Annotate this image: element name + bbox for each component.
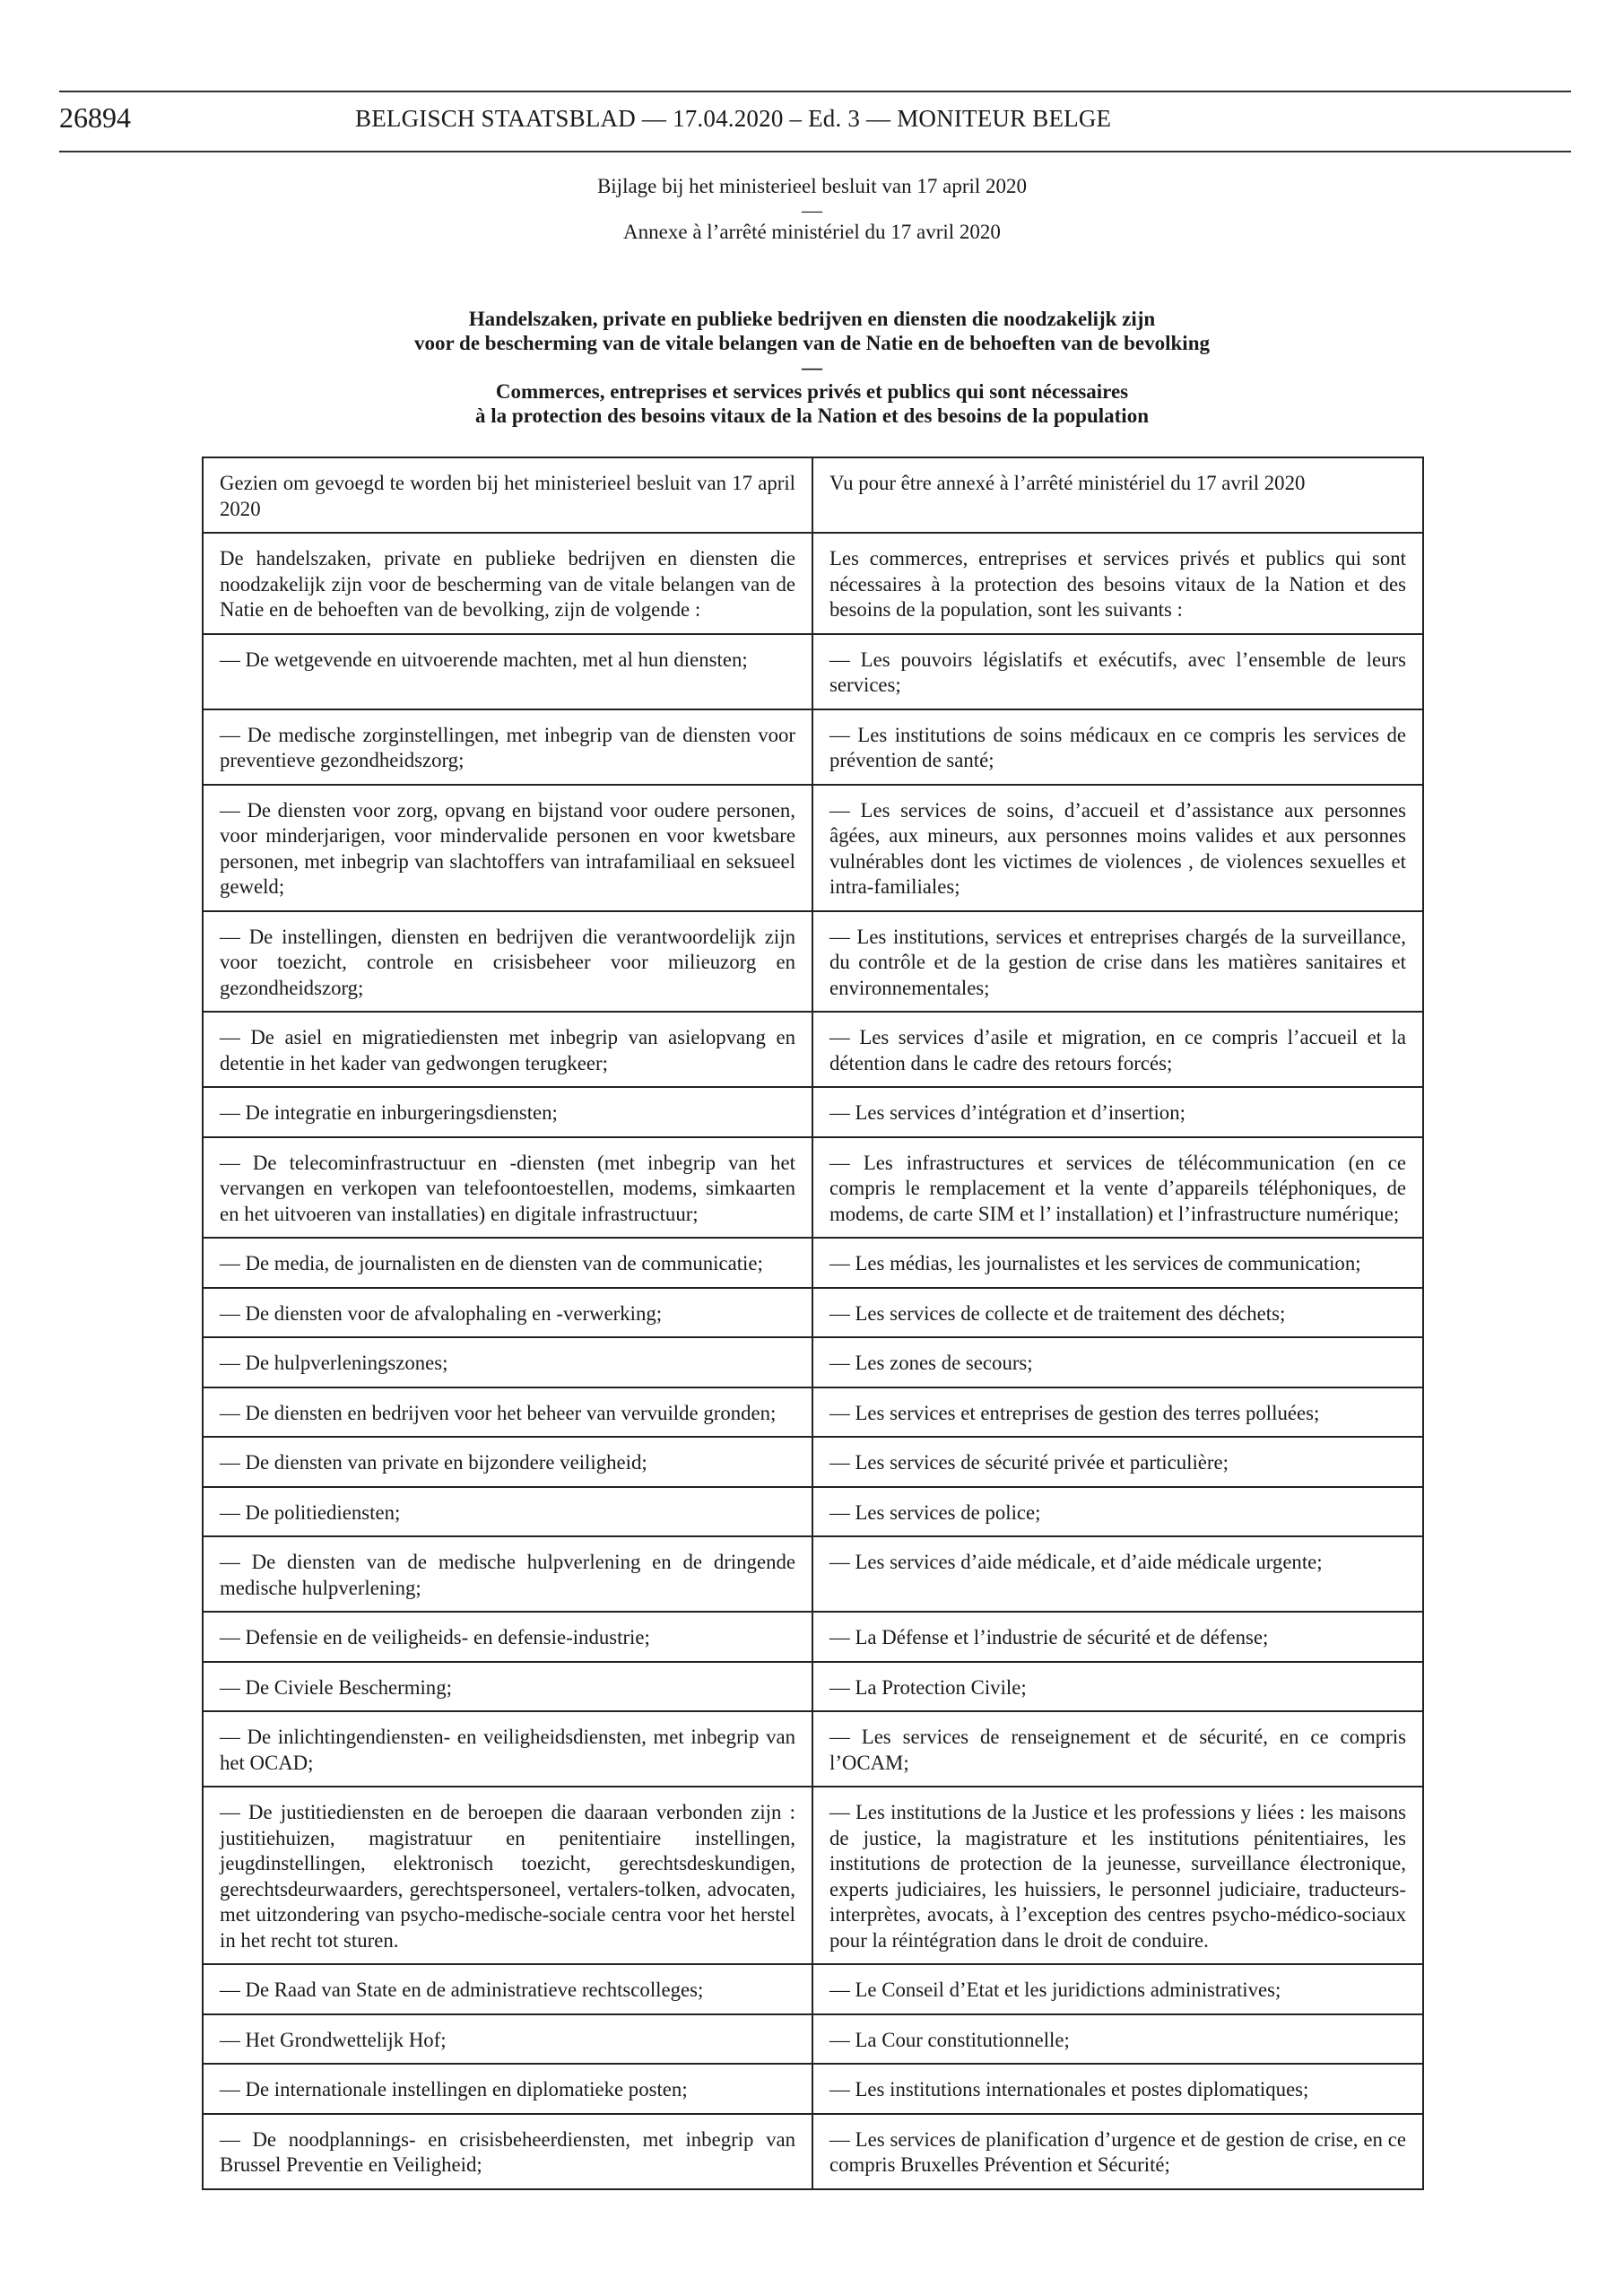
cell-nl: — De diensten van de medische hulpverlening en de dringende medische hulpverlening;: [203, 1536, 812, 1612]
gazette-title: BELGISCH STAATSBLAD — 17.04.2020 – Ed. 3 — MONITEUR BELGE: [355, 105, 1112, 132]
heading-fr-line-2: à la protection des besoins vitaux de la Nation et des besoins de la population: [474, 404, 1149, 427]
cell-fr: — Les institutions, services et entreprises chargés de la surveillance, du contrôle et de la gestion de crise dans les matières sanitaires et environnementales;: [812, 911, 1423, 1013]
cell-fr: — Les services de soins, d’accueil et d’assistance aux personnes âgées, aux mineurs, aux personnes moins valides et aux personnes vulnérables dont les victimes de violences , de violences sexuelles et intra-familiales;: [812, 785, 1423, 911]
cell-fr: — Les médias, les journalistes et les services de communication;: [812, 1238, 1423, 1288]
cell-nl: — De diensten voor zorg, opvang en bijstand voor oudere personen, voor minderjarigen, voor mindervalide personen en voor kwetsbare personen, met inbegrip van slachtoffers van intrafamiliaal en seksueel geweld;: [203, 785, 812, 911]
table-row: [203, 2014, 1423, 2065]
table-row: [203, 1437, 1423, 1487]
cell-nl: — De diensten voor de afvalophaling en -verwerking;: [203, 1288, 812, 1338]
cell-fr: — Les services de planification d’urgence et de gestion de crise, en ce compris Bruxelles Prévention et Sécurité;: [812, 2114, 1423, 2189]
cell-fr: — La Défense et l’industrie de sécurité et de défense;: [812, 1612, 1423, 1662]
heading-fr-line-1: Commerces, entreprises et services privés et publics qui sont nécessaires: [495, 380, 1129, 403]
cell-fr: — Les services de sécurité privée et particulière;: [812, 1437, 1423, 1487]
cell-fr: Les commerces, entreprises et services privés et publics qui sont nécessaires à la protection des besoins vitaux de la Nation et des besoins de la population, sont les suivants :: [812, 533, 1423, 634]
cell-fr: — Les institutions de la Justice et les professions y liées : les maisons de justice, la magistrature et les institutions pénitentiaires, les institutions de protection de la jeunesse, surveillance électronique, experts judiciaires, les huissiers, le personnel judiciaire, traducteurs-interprètes, avocats, à l’exception des centres psycho-médico-sociaux pour la réintégration dans le droit de conduire.: [812, 1787, 1423, 1964]
table-row: [203, 785, 1423, 911]
table-row: [203, 2064, 1423, 2114]
cell-nl: — De diensten en bedrijven voor het beheer van vervuilde gronden;: [203, 1387, 812, 1438]
table-row: [203, 1711, 1423, 1787]
cell-nl: — De Civiele Bescherming;: [203, 1662, 812, 1712]
cell-nl: — De wetgevende en uitvoerende machten, met al hun diensten;: [203, 634, 812, 709]
table-row: [203, 1662, 1423, 1712]
table-row: [203, 709, 1423, 785]
cell-nl: — De media, de journalisten en de diensten van de communicatie;: [203, 1238, 812, 1288]
cell-nl: — De diensten van private en bijzondere veiligheid;: [203, 1437, 812, 1487]
cell-nl: — De medische zorginstellingen, met inbegrip van de diensten voor preventieve gezondheidszorg;: [203, 709, 812, 785]
table-row: [203, 1787, 1423, 1964]
table-row: [203, 533, 1423, 634]
cell-fr: — Les services de renseignement et de sécurité, en ce compris l’OCAM;: [812, 1711, 1423, 1787]
cell-nl: Gezien om gevoegd te worden bij het ministerieel besluit van 17 april 2020: [203, 457, 812, 533]
annex-title-fr: Annexe à l’arrêté ministériel du 17 avril 2020: [623, 221, 1001, 243]
table-row: [203, 634, 1423, 709]
document-heading: [0, 307, 1624, 428]
cell-fr: — Les services de police;: [812, 1487, 1423, 1537]
table-row: [203, 1137, 1423, 1239]
heading-separator: —: [802, 356, 822, 378]
table-row: [203, 1964, 1423, 2014]
table-row: [203, 911, 1423, 1013]
table-row: [203, 1536, 1423, 1612]
cell-fr: — Les services et entreprises de gestion des terres polluées;: [812, 1387, 1423, 1438]
cell-fr: — Les services de collecte et de traitement des déchets;: [812, 1288, 1423, 1338]
cell-fr: — Les institutions de soins médicaux en ce compris les services de prévention de santé;: [812, 709, 1423, 785]
cell-nl: — De inlichtingendiensten- en veiligheidsdiensten, met inbegrip van het OCAD;: [203, 1711, 812, 1787]
heading-nl-line-2: voor de bescherming van de vitale belangen van de Natie en de behoeften van de bevolking: [413, 332, 1210, 354]
cell-nl: — De instellingen, diensten en bedrijven die verantwoordelijk zijn voor toezicht, controle en crisisbeheer voor milieuzorg en gezondheidszorg;: [203, 911, 812, 1013]
cell-nl: — De internationale instellingen en diplomatieke posten;: [203, 2064, 812, 2114]
cell-fr: — Les institutions internationales et postes diplomatiques;: [812, 2064, 1423, 2114]
table-row: [203, 2114, 1423, 2189]
table-row: [203, 1087, 1423, 1137]
table-row: [203, 1387, 1423, 1438]
annex-separator: —: [802, 199, 822, 222]
cell-fr: — Les zones de secours;: [812, 1337, 1423, 1387]
table-row: [203, 1012, 1423, 1087]
cell-fr: — Les pouvoirs législatifs et exécutifs, avec l’ensemble de leurs services;: [812, 634, 1423, 709]
cell-nl: — De Raad van State en de administratieve rechtscolleges;: [203, 1964, 812, 2014]
cell-fr: — Les infrastructures et services de télécommunication (en ce compris le remplacement et la vente d’appareils téléphoniques, de modems, de carte SIM et l’ installation) et l’infrastructure numérique;: [812, 1137, 1423, 1239]
table-row: [203, 1612, 1423, 1662]
table-row: [203, 1288, 1423, 1338]
table-row: [203, 457, 1423, 533]
bilingual-table: [202, 457, 1424, 2190]
cell-fr: Vu pour être annexé à l’arrêté ministériel du 17 avril 2020: [812, 457, 1423, 533]
cell-fr: — Le Conseil d’Etat et les juridictions administratives;: [812, 1964, 1423, 2014]
table-row: [203, 1337, 1423, 1387]
cell-fr: — Les services d’asile et migration, en ce compris l’accueil et la détention dans le cadre des retours forcés;: [812, 1012, 1423, 1087]
heading-nl-line-1: Handelszaken, private en publieke bedrijven en diensten die noodzakelijk zijn: [468, 308, 1156, 330]
cell-nl: — De noodplannings- en crisisbeheerdiensten, met inbegrip van Brussel Preventie en Veiligheid;: [203, 2114, 812, 2189]
table-row: [203, 1487, 1423, 1537]
cell-nl: — Het Grondwettelijk Hof;: [203, 2014, 812, 2065]
cell-nl: — Defensie en de veiligheids- en defensie-industrie;: [203, 1612, 812, 1662]
cell-nl: — De hulpverleningszones;: [203, 1337, 812, 1387]
table-row: [203, 1238, 1423, 1288]
cell-nl: — De justitiediensten en de beroepen die daaraan verbonden zijn : justitiehuizen, magistratuur en penitentiaire instellingen, jeugdinstellingen, elektronisch toezicht, gerechtsdeskundigen, gerechtsdeurwaarders, gerechtspersoneel, vertalers-tolken, advocaten, met uitzondering van psycho-medische-sociale centra voor het herstel in het recht tot sturen.: [203, 1787, 812, 1964]
cell-nl: — De telecominfrastructuur en -diensten (met inbegrip van het vervangen en verkopen van telefoontoestellen, modems, simkaarten en het uitvoeren van installaties) en digitale infrastructuur;: [203, 1137, 812, 1239]
page-number: 26894: [59, 101, 131, 134]
cell-nl: — De integratie en inburgeringsdiensten;: [203, 1087, 812, 1137]
gazette-header: [59, 91, 1571, 152]
cell-nl: — De asiel en migratiediensten met inbegrip van asielopvang en detentie in het kader van gedwongen terugkeer;: [203, 1012, 812, 1087]
cell-fr: — Les services d’intégration et d’insertion;: [812, 1087, 1423, 1137]
annex-title-nl: Bijlage bij het ministerieel besluit van 17 april 2020: [596, 175, 1028, 197]
cell-fr: — La Cour constitutionnelle;: [812, 2014, 1423, 2065]
cell-nl: — De politiediensten;: [203, 1487, 812, 1537]
cell-fr: — La Protection Civile;: [812, 1662, 1423, 1712]
cell-fr: — Les services d’aide médicale, et d’aide médicale urgente;: [812, 1536, 1423, 1612]
cell-nl: De handelszaken, private en publieke bedrijven en diensten die noodzakelijk zijn voor de bescherming van de vitale belangen van de Natie en de behoeften van de bevolking, zijn de volgende :: [203, 533, 812, 634]
